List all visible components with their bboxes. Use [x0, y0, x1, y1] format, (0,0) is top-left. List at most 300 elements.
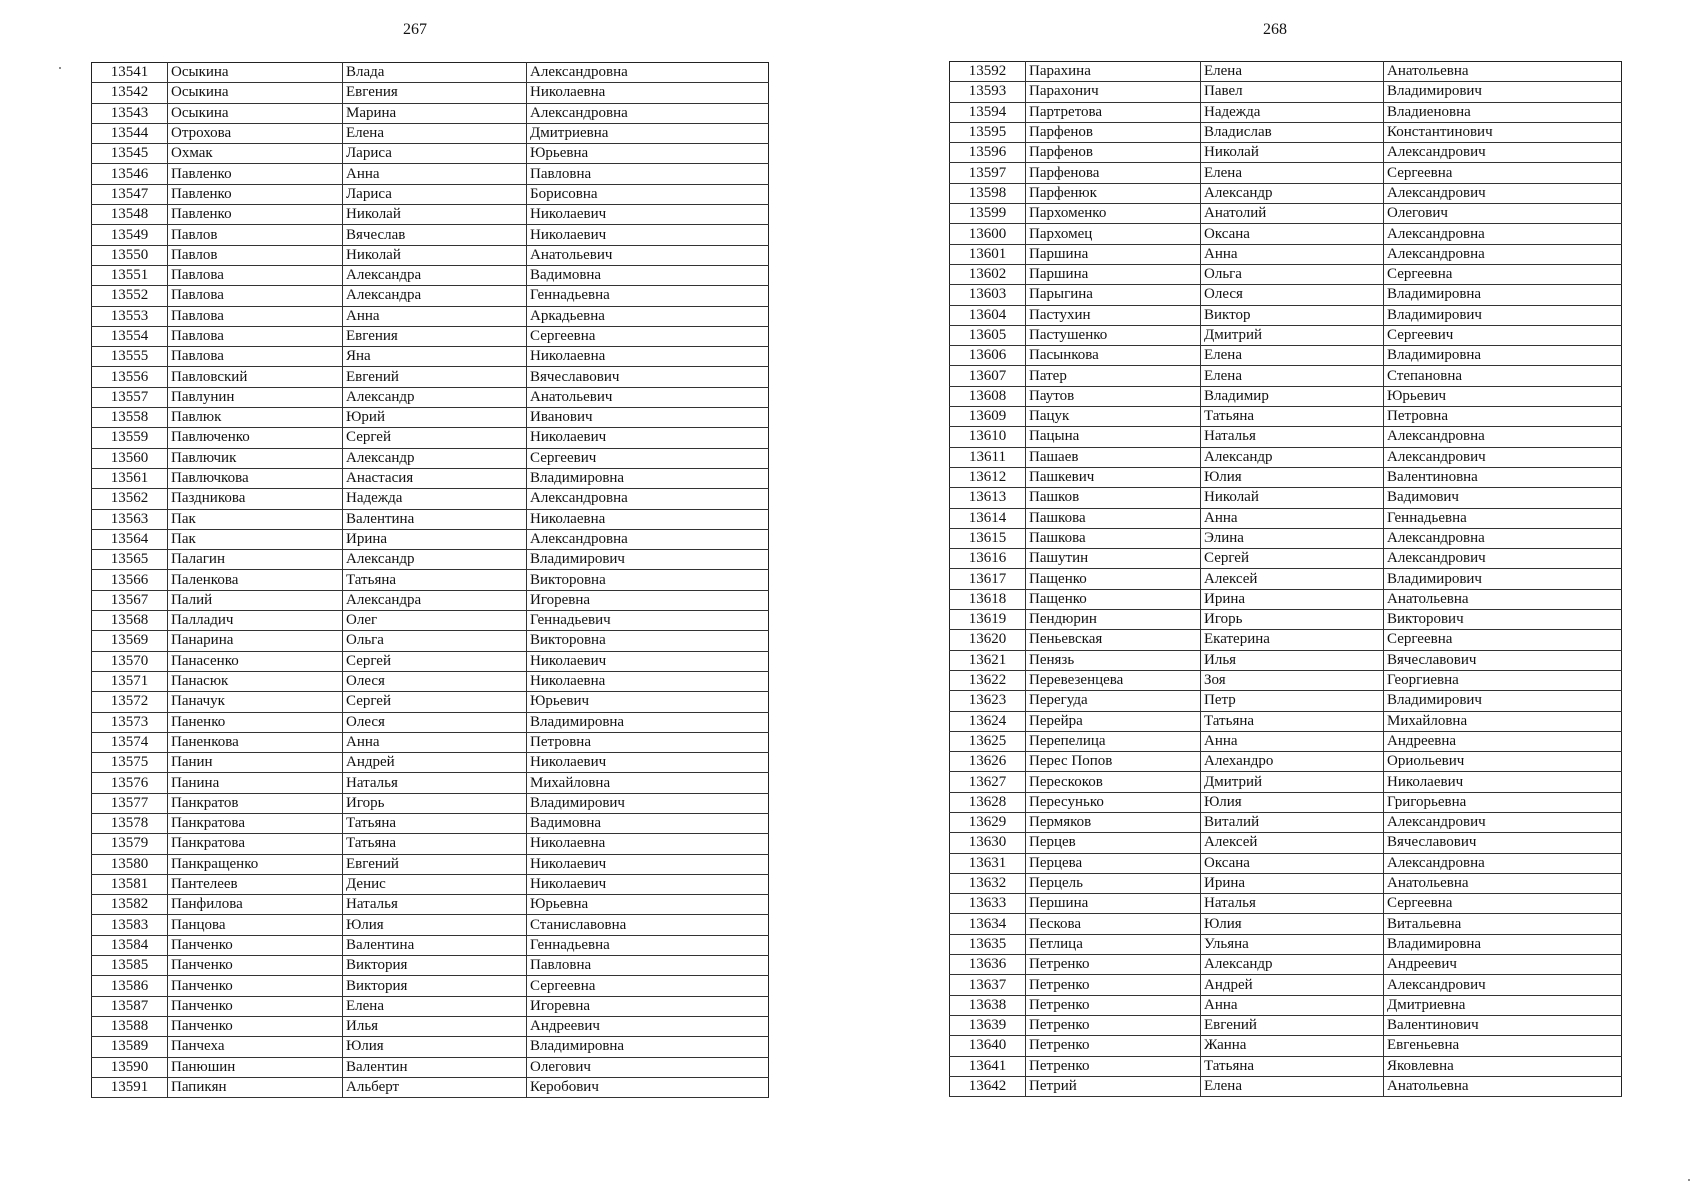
surname-cell: Панчеха — [168, 1037, 343, 1057]
entry-number-cell: 13587 — [92, 996, 168, 1016]
surname-cell: Партретова — [1026, 102, 1201, 122]
surname-cell: Панкратов — [168, 793, 343, 813]
patronymic-cell: Николаевна — [527, 347, 769, 367]
first-name-cell: Ольга — [1201, 264, 1384, 284]
surname-cell: Панцова — [168, 915, 343, 935]
table-row — [950, 934, 1622, 954]
surname-cell: Панкратова — [168, 834, 343, 854]
patronymic-cell: Сергеевич — [1384, 325, 1622, 345]
entry-number-cell: 13588 — [92, 1016, 168, 1036]
first-name-cell: Виктория — [343, 976, 527, 996]
patronymic-cell: Владимирович — [527, 793, 769, 813]
first-name-cell: Александра — [343, 286, 527, 306]
patronymic-cell: Ориольевич — [1384, 752, 1622, 772]
patronymic-cell: Александрович — [1384, 143, 1622, 163]
surname-cell: Павленко — [168, 184, 343, 204]
table-row — [92, 529, 769, 549]
patronymic-cell: Дмитриевна — [1384, 995, 1622, 1015]
patronymic-cell: Александровна — [527, 63, 769, 83]
entry-number-cell: 13609 — [950, 407, 1026, 427]
first-name-cell: Татьяна — [1201, 407, 1384, 427]
first-name-cell: Павел — [1201, 82, 1384, 102]
first-name-cell: Анна — [1201, 731, 1384, 751]
entry-number-cell: 13553 — [92, 306, 168, 326]
patronymic-cell: Викторовна — [527, 631, 769, 651]
table-row — [950, 955, 1622, 975]
patronymic-cell: Георгиевна — [1384, 670, 1622, 690]
entry-number-cell: 13541 — [92, 63, 168, 83]
first-name-cell: Сергей — [343, 692, 527, 712]
surname-cell: Паздникова — [168, 489, 343, 509]
left-page-table — [91, 62, 769, 1098]
first-name-cell: Олег — [343, 611, 527, 631]
first-name-cell: Лариса — [343, 144, 527, 164]
entry-number-cell: 13550 — [92, 245, 168, 265]
surname-cell: Петренко — [1026, 1056, 1201, 1076]
entry-number-cell: 13617 — [950, 569, 1026, 589]
first-name-cell: Сергей — [343, 428, 527, 448]
patronymic-cell: Владимировна — [1384, 934, 1622, 954]
surname-cell: Паршина — [1026, 264, 1201, 284]
first-name-cell: Евгений — [1201, 1015, 1384, 1035]
entry-number-cell: 13614 — [950, 508, 1026, 528]
table-row — [92, 976, 769, 996]
patronymic-cell: Александрович — [1384, 549, 1622, 569]
patronymic-cell: Степановна — [1384, 366, 1622, 386]
entry-number-cell: 13590 — [92, 1057, 168, 1077]
table-row — [92, 326, 769, 346]
table-row — [950, 488, 1622, 508]
table-row — [950, 569, 1622, 589]
table-row — [950, 610, 1622, 630]
surname-cell: Паршина — [1026, 244, 1201, 264]
patronymic-cell: Вячеславович — [527, 367, 769, 387]
table-row — [92, 83, 769, 103]
entry-number-cell: 13554 — [92, 326, 168, 346]
table-row — [92, 753, 769, 773]
table-row — [950, 1015, 1622, 1035]
entry-number-cell: 13545 — [92, 144, 168, 164]
first-name-cell: Элина — [1201, 528, 1384, 548]
surname-cell: Осыкина — [168, 103, 343, 123]
entry-number-cell: 13602 — [950, 264, 1026, 284]
patronymic-cell: Геннадьевич — [527, 611, 769, 631]
surname-cell: Пащенко — [1026, 589, 1201, 609]
table-row — [92, 692, 769, 712]
patronymic-cell: Петровна — [527, 732, 769, 752]
surname-cell: Панченко — [168, 976, 343, 996]
surname-cell: Павленко — [168, 205, 343, 225]
surname-cell: Панин — [168, 753, 343, 773]
entry-number-cell: 13572 — [92, 692, 168, 712]
entry-number-cell: 13605 — [950, 325, 1026, 345]
entry-number-cell: 13557 — [92, 387, 168, 407]
entry-number-cell: 13544 — [92, 123, 168, 143]
first-name-cell: Надежда — [343, 489, 527, 509]
first-name-cell: Сергей — [1201, 549, 1384, 569]
first-name-cell: Марина — [343, 103, 527, 123]
first-name-cell: Елена — [1201, 346, 1384, 366]
patronymic-cell: Евгеньевна — [1384, 1036, 1622, 1056]
entry-number-cell: 13639 — [950, 1015, 1026, 1035]
entry-number-cell: 13635 — [950, 934, 1026, 954]
table-row — [92, 144, 769, 164]
surname-cell: Павленко — [168, 164, 343, 184]
surname-cell: Панкращенко — [168, 854, 343, 874]
surname-cell: Панченко — [168, 956, 343, 976]
first-name-cell: Оксана — [1201, 853, 1384, 873]
patronymic-cell: Константинович — [1384, 122, 1622, 142]
entry-number-cell: 13589 — [92, 1037, 168, 1057]
entry-number-cell: 13555 — [92, 347, 168, 367]
table-row — [92, 834, 769, 854]
entry-number-cell: 13582 — [92, 895, 168, 915]
entry-number-cell: 13632 — [950, 873, 1026, 893]
surname-cell: Павлов — [168, 225, 343, 245]
patronymic-cell: Юрьевна — [527, 895, 769, 915]
first-name-cell: Владислав — [1201, 122, 1384, 142]
entry-number-cell: 13618 — [950, 589, 1026, 609]
surname-cell: Петлица — [1026, 934, 1201, 954]
table-row — [950, 467, 1622, 487]
surname-cell: Павлючик — [168, 448, 343, 468]
table-row — [92, 123, 769, 143]
patronymic-cell: Михайловна — [527, 773, 769, 793]
patronymic-cell: Вадимович — [1384, 488, 1622, 508]
entry-number-cell: 13563 — [92, 509, 168, 529]
patronymic-cell: Андреевич — [1384, 955, 1622, 975]
entry-number-cell: 13603 — [950, 285, 1026, 305]
patronymic-cell: Борисовна — [527, 184, 769, 204]
table-row — [92, 428, 769, 448]
first-name-cell: Наталья — [343, 773, 527, 793]
table-row — [950, 1076, 1622, 1096]
surname-cell: Парахонич — [1026, 82, 1201, 102]
table-row — [92, 671, 769, 691]
entry-number-cell: 13565 — [92, 550, 168, 570]
entry-number-cell: 13566 — [92, 570, 168, 590]
table-row — [950, 163, 1622, 183]
patronymic-cell: Геннадьевна — [527, 286, 769, 306]
surname-cell: Папикян — [168, 1077, 343, 1097]
entry-number-cell: 13579 — [92, 834, 168, 854]
first-name-cell: Анна — [343, 306, 527, 326]
surname-cell: Петрий — [1026, 1076, 1201, 1096]
first-name-cell: Татьяна — [343, 834, 527, 854]
entry-number-cell: 13634 — [950, 914, 1026, 934]
patronymic-cell: Сергеевна — [1384, 264, 1622, 284]
surname-cell: Панфилова — [168, 895, 343, 915]
first-name-cell: Николай — [1201, 143, 1384, 163]
table-row — [92, 1037, 769, 1057]
entry-number-cell: 13546 — [92, 164, 168, 184]
table-row — [950, 447, 1622, 467]
table-row — [92, 367, 769, 387]
first-name-cell: Александр — [1201, 955, 1384, 975]
table-row — [950, 224, 1622, 244]
patronymic-cell: Олегович — [1384, 204, 1622, 224]
patronymic-cell: Петровна — [1384, 407, 1622, 427]
first-name-cell: Александр — [1201, 183, 1384, 203]
surname-cell: Парахина — [1026, 62, 1201, 82]
first-name-cell: Анатолий — [1201, 204, 1384, 224]
first-name-cell: Илья — [343, 1016, 527, 1036]
table-row — [92, 813, 769, 833]
first-name-cell: Илья — [1201, 650, 1384, 670]
entry-number-cell: 13552 — [92, 286, 168, 306]
patronymic-cell: Витальевна — [1384, 914, 1622, 934]
patronymic-cell: Александровна — [1384, 853, 1622, 873]
patronymic-cell: Иванович — [527, 408, 769, 428]
first-name-cell: Альберт — [343, 1077, 527, 1097]
patronymic-cell: Валентиновна — [1384, 467, 1622, 487]
table-row — [950, 873, 1622, 893]
entry-number-cell: 13642 — [950, 1076, 1026, 1096]
first-name-cell: Александра — [343, 265, 527, 285]
patronymic-cell: Анатольевна — [1384, 589, 1622, 609]
entry-number-cell: 13633 — [950, 894, 1026, 914]
entry-number-cell: 13616 — [950, 549, 1026, 569]
entry-number-cell: 13615 — [950, 528, 1026, 548]
entry-number-cell: 13580 — [92, 854, 168, 874]
entry-number-cell: 13593 — [950, 82, 1026, 102]
table-row — [950, 325, 1622, 345]
patronymic-cell: Владимирович — [527, 550, 769, 570]
table-row — [950, 305, 1622, 325]
patronymic-cell: Керобович — [527, 1077, 769, 1097]
first-name-cell: Олеся — [343, 712, 527, 732]
table-row — [950, 407, 1622, 427]
entry-number-cell: 13638 — [950, 995, 1026, 1015]
table-row — [950, 1056, 1622, 1076]
surname-cell: Парыгина — [1026, 285, 1201, 305]
patronymic-cell: Александрович — [1384, 812, 1622, 832]
surname-cell: Павловский — [168, 367, 343, 387]
first-name-cell: Наталья — [1201, 427, 1384, 447]
patronymic-cell: Александровна — [1384, 224, 1622, 244]
surname-cell: Паначук — [168, 692, 343, 712]
first-name-cell: Виталий — [1201, 812, 1384, 832]
right-page-table-body — [950, 62, 1622, 1097]
first-name-cell: Наталья — [343, 895, 527, 915]
surname-cell: Пересунько — [1026, 792, 1201, 812]
table-row — [92, 854, 769, 874]
patronymic-cell: Владимирович — [1384, 305, 1622, 325]
first-name-cell: Дмитрий — [1201, 325, 1384, 345]
first-name-cell: Юлия — [1201, 792, 1384, 812]
table-row — [92, 184, 769, 204]
first-name-cell: Лариса — [343, 184, 527, 204]
surname-cell: Пашаев — [1026, 447, 1201, 467]
surname-cell: Пастухин — [1026, 305, 1201, 325]
patronymic-cell: Игоревна — [527, 996, 769, 1016]
table-row — [950, 975, 1622, 995]
entry-number-cell: 13574 — [92, 732, 168, 752]
surname-cell: Перцева — [1026, 853, 1201, 873]
surname-cell: Пенязь — [1026, 650, 1201, 670]
table-row — [950, 833, 1622, 853]
patronymic-cell: Александрович — [1384, 447, 1622, 467]
surname-cell: Павлова — [168, 265, 343, 285]
patronymic-cell: Владимировна — [527, 712, 769, 732]
patronymic-cell: Николаевна — [527, 509, 769, 529]
patronymic-cell: Павловна — [527, 164, 769, 184]
patronymic-cell: Сергеевна — [1384, 894, 1622, 914]
surname-cell: Перевезенцева — [1026, 670, 1201, 690]
patronymic-cell: Сергеевна — [527, 326, 769, 346]
first-name-cell: Анна — [343, 732, 527, 752]
first-name-cell: Николай — [343, 245, 527, 265]
first-name-cell: Анна — [343, 164, 527, 184]
patronymic-cell: Павловна — [527, 956, 769, 976]
entry-number-cell: 13640 — [950, 1036, 1026, 1056]
surname-cell: Осыкина — [168, 63, 343, 83]
first-name-cell: Жанна — [1201, 1036, 1384, 1056]
table-row — [950, 711, 1622, 731]
first-name-cell: Елена — [1201, 163, 1384, 183]
table-row — [92, 1016, 769, 1036]
patronymic-cell: Викторович — [1384, 610, 1622, 630]
patronymic-cell: Валентинович — [1384, 1015, 1622, 1035]
patronymic-cell: Анатольевна — [1384, 62, 1622, 82]
patronymic-cell: Геннадьевна — [527, 935, 769, 955]
surname-cell: Перцев — [1026, 833, 1201, 853]
table-row — [950, 366, 1622, 386]
first-name-cell: Алехандро — [1201, 752, 1384, 772]
entry-number-cell: 13594 — [950, 102, 1026, 122]
surname-cell: Пастушенко — [1026, 325, 1201, 345]
first-name-cell: Ольга — [343, 631, 527, 651]
patronymic-cell: Николаевич — [527, 225, 769, 245]
entry-number-cell: 13610 — [950, 427, 1026, 447]
first-name-cell: Оксана — [1201, 224, 1384, 244]
patronymic-cell: Анатольевич — [527, 245, 769, 265]
surname-cell: Пашков — [1026, 488, 1201, 508]
patronymic-cell: Александрович — [1384, 183, 1622, 203]
surname-cell: Перес Попов — [1026, 752, 1201, 772]
first-name-cell: Николай — [1201, 488, 1384, 508]
table-row — [92, 387, 769, 407]
table-row — [92, 286, 769, 306]
table-row — [950, 204, 1622, 224]
surname-cell: Паленкова — [168, 570, 343, 590]
patronymic-cell: Анатольевич — [527, 387, 769, 407]
table-row — [950, 549, 1622, 569]
right-page-table — [949, 61, 1622, 1097]
entry-number-cell: 13561 — [92, 468, 168, 488]
surname-cell: Панарина — [168, 631, 343, 651]
entry-number-cell: 13628 — [950, 792, 1026, 812]
surname-cell: Парфенов — [1026, 143, 1201, 163]
first-name-cell: Александр — [343, 387, 527, 407]
entry-number-cell: 13595 — [950, 122, 1026, 142]
table-row — [92, 225, 769, 245]
table-row — [950, 143, 1622, 163]
surname-cell: Павлова — [168, 347, 343, 367]
scan-speck — [59, 67, 61, 69]
patronymic-cell: Владимирович — [1384, 569, 1622, 589]
first-name-cell: Ирина — [343, 529, 527, 549]
entry-number-cell: 13573 — [92, 712, 168, 732]
table-row — [950, 528, 1622, 548]
entry-number-cell: 13607 — [950, 366, 1026, 386]
scan-speck — [1688, 1179, 1690, 1181]
table-row — [950, 82, 1622, 102]
first-name-cell: Ульяна — [1201, 934, 1384, 954]
first-name-cell: Петр — [1201, 691, 1384, 711]
entry-number-cell: 13641 — [950, 1056, 1026, 1076]
entry-number-cell: 13584 — [92, 935, 168, 955]
patronymic-cell: Владимировна — [1384, 346, 1622, 366]
table-row — [950, 386, 1622, 406]
entry-number-cell: 13622 — [950, 670, 1026, 690]
first-name-cell: Николай — [343, 205, 527, 225]
table-row — [92, 935, 769, 955]
patronymic-cell: Аркадьевна — [527, 306, 769, 326]
patronymic-cell: Николаевич — [1384, 772, 1622, 792]
entry-number-cell: 13577 — [92, 793, 168, 813]
table-row — [950, 264, 1622, 284]
table-row — [92, 1077, 769, 1097]
entry-number-cell: 13549 — [92, 225, 168, 245]
first-name-cell: Анна — [1201, 508, 1384, 528]
patronymic-cell: Сергеевна — [527, 976, 769, 996]
first-name-cell: Александра — [343, 590, 527, 610]
patronymic-cell: Вячеславович — [1384, 833, 1622, 853]
patronymic-cell: Владимировна — [1384, 285, 1622, 305]
surname-cell: Перейра — [1026, 711, 1201, 731]
first-name-cell: Ирина — [1201, 873, 1384, 893]
entry-number-cell: 13613 — [950, 488, 1026, 508]
right-page-number: 268 — [1263, 21, 1287, 38]
patronymic-cell: Николаевич — [527, 753, 769, 773]
table-row — [950, 102, 1622, 122]
patronymic-cell: Сергеевич — [527, 448, 769, 468]
entry-number-cell: 13599 — [950, 204, 1026, 224]
first-name-cell: Виктор — [1201, 305, 1384, 325]
first-name-cell: Юлия — [1201, 467, 1384, 487]
table-row — [950, 650, 1622, 670]
table-row — [92, 408, 769, 428]
entry-number-cell: 13578 — [92, 813, 168, 833]
entry-number-cell: 13592 — [950, 62, 1026, 82]
surname-cell: Перепелица — [1026, 731, 1201, 751]
first-name-cell: Юлия — [1201, 914, 1384, 934]
table-row — [950, 995, 1622, 1015]
surname-cell: Парфенюк — [1026, 183, 1201, 203]
patronymic-cell: Александровна — [527, 529, 769, 549]
table-row — [92, 63, 769, 83]
surname-cell: Панасюк — [168, 671, 343, 691]
surname-cell: Осыкина — [168, 83, 343, 103]
patronymic-cell: Юрьевич — [1384, 386, 1622, 406]
patronymic-cell: Сергеевна — [1384, 630, 1622, 650]
first-name-cell: Елена — [1201, 1076, 1384, 1096]
table-row — [92, 956, 769, 976]
table-row — [92, 265, 769, 285]
surname-cell: Пацук — [1026, 407, 1201, 427]
patronymic-cell: Николаевна — [527, 83, 769, 103]
entry-number-cell: 13548 — [92, 205, 168, 225]
first-name-cell: Татьяна — [343, 570, 527, 590]
patronymic-cell: Григорьевна — [1384, 792, 1622, 812]
first-name-cell: Екатерина — [1201, 630, 1384, 650]
first-name-cell: Юлия — [343, 915, 527, 935]
entry-number-cell: 13627 — [950, 772, 1026, 792]
entry-number-cell: 13624 — [950, 711, 1026, 731]
patronymic-cell: Викторовна — [527, 570, 769, 590]
surname-cell: Петренко — [1026, 1015, 1201, 1035]
